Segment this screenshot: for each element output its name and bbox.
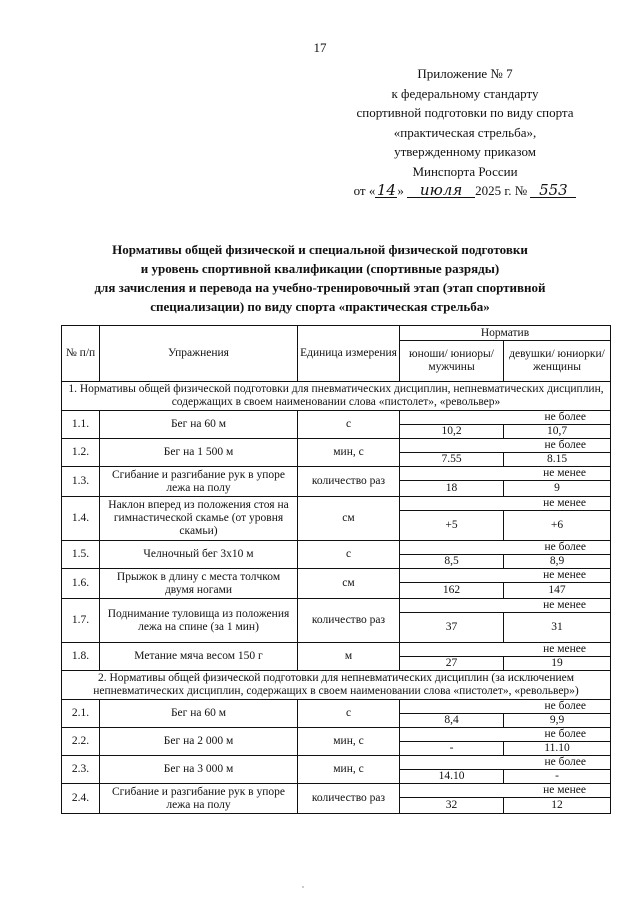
value-boys: 7.55	[400, 453, 504, 467]
table-row	[62, 411, 611, 425]
scan-speck	[302, 886, 304, 888]
section-row	[62, 671, 611, 700]
value-girls: 19	[504, 657, 611, 671]
row-exercise: Поднимание туловища из положения лежа на спине (за 1 мин)	[100, 599, 298, 643]
row-condition: не менее	[400, 569, 611, 583]
row-unit: количество раз	[298, 599, 400, 643]
row-condition: не более	[400, 541, 611, 555]
table-row	[62, 467, 611, 481]
row-exercise: Прыжок в длину с места толчком двумя ногами	[100, 569, 298, 599]
value-girls: 9,9	[504, 714, 611, 728]
table-row	[62, 784, 611, 798]
appendix-line: Приложение № 7	[417, 66, 513, 81]
row-exercise: Челночный бег 3х10 м	[100, 541, 298, 569]
table-row	[62, 700, 611, 714]
row-exercise: Сгибание и разгибание рук в упоре лежа на полу	[100, 467, 298, 497]
value-girls: 8,9	[504, 555, 611, 569]
row-num: 1.7.	[62, 599, 100, 643]
row-exercise: Сгибание и разгибание рук в упоре лежа на полу	[100, 784, 298, 814]
appendix-block	[300, 64, 630, 201]
header-exercise: Упражнения	[100, 326, 298, 382]
row-num: 1.6.	[62, 569, 100, 599]
table-row	[62, 569, 611, 583]
order-year: 2025 г. №	[475, 183, 528, 198]
section-row	[62, 382, 611, 411]
header-norm: Норматив	[400, 326, 611, 341]
title-line: для зачисления и перевода на учебно-тренировочный этап (этап спортивной	[94, 280, 546, 295]
row-condition: не менее	[400, 643, 611, 657]
row-num: 1.8.	[62, 643, 100, 671]
handwritten-month: июля	[407, 183, 475, 198]
value-boys: 27	[400, 657, 504, 671]
header-boys: юноши/ юниоры/ мужчины	[400, 341, 504, 382]
row-unit: с	[298, 700, 400, 728]
value-boys: 162	[400, 583, 504, 599]
row-condition: не менее	[400, 599, 611, 613]
row-num: 1.3.	[62, 467, 100, 497]
title-line: специализации) по виду спорта «практическая стрельба»	[150, 299, 490, 314]
value-boys: 8,5	[400, 555, 504, 569]
value-boys: 10,2	[400, 425, 504, 439]
header-unit: Единица измерения	[298, 326, 400, 382]
header-girls: девушки/ юниорки/ женщины	[504, 341, 611, 382]
row-exercise: Метание мяча весом 150 г	[100, 643, 298, 671]
row-condition: не более	[400, 439, 611, 453]
value-boys: 14.10	[400, 770, 504, 784]
value-girls: 31	[504, 613, 611, 643]
appendix-line: «практическая стрельба»,	[393, 124, 537, 140]
table-header-row	[62, 326, 611, 341]
value-boys: 8,4	[400, 714, 504, 728]
value-girls: 147	[504, 583, 611, 599]
row-num: 2.4.	[62, 784, 100, 814]
row-num: 2.3.	[62, 756, 100, 784]
value-girls: 12	[504, 798, 611, 814]
appendix-line: спортивной подготовки по виду спорта	[356, 105, 574, 120]
title-line: и уровень спортивной квалификации (спортивные разряды)	[140, 261, 500, 276]
row-exercise: Бег на 3 000 м	[100, 756, 298, 784]
row-exercise: Бег на 60 м	[100, 700, 298, 728]
row-num: 2.1.	[62, 700, 100, 728]
row-unit: количество раз	[298, 784, 400, 814]
row-unit: мин, с	[298, 439, 400, 467]
value-girls: +6	[504, 511, 611, 541]
row-condition: не менее	[400, 497, 611, 511]
title-line: Нормативы общей физической и специальной физической подготовки	[112, 242, 528, 257]
row-unit: количество раз	[298, 467, 400, 497]
appendix-line: Минспорта России	[412, 163, 518, 179]
page-number: 17	[313, 40, 327, 55]
order-mid: »	[397, 183, 404, 198]
value-girls: 11.10	[504, 742, 611, 756]
row-unit: мин, с	[298, 728, 400, 756]
handwritten-day: 14	[376, 181, 396, 199]
row-unit: с	[298, 541, 400, 569]
row-condition: не более	[400, 756, 611, 770]
table-row	[62, 756, 611, 770]
value-boys: +5	[400, 511, 504, 541]
row-exercise: Наклон вперед из положения стоя на гимнастической скамье (от уровня скамьи)	[100, 497, 298, 541]
appendix-line: к федеральному стандарту	[391, 85, 539, 101]
table-row	[62, 541, 611, 555]
row-unit: мин, с	[298, 756, 400, 784]
section-title: 2. Нормативы общей физической подготовки для непневматических дисциплин (за исключением непневматических дисциплин, содержащих в своем наименовании слова «пистолет», «револьвер»)	[62, 671, 611, 700]
table-row	[62, 728, 611, 742]
norms-table	[61, 325, 611, 814]
table-row	[62, 643, 611, 657]
row-exercise: Бег на 1 500 м	[100, 439, 298, 467]
row-condition: не более	[400, 700, 611, 714]
value-boys: 37	[400, 613, 504, 643]
value-girls: 9	[504, 481, 611, 497]
document-title	[20, 240, 620, 316]
handwritten-order-number: 553	[530, 183, 576, 198]
row-unit: см	[298, 569, 400, 599]
value-girls: -	[504, 770, 611, 784]
row-exercise: Бег на 2 000 м	[100, 728, 298, 756]
row-condition: не более	[400, 411, 611, 425]
row-num: 1.4.	[62, 497, 100, 541]
row-condition: не менее	[400, 784, 611, 798]
row-num: 1.5.	[62, 541, 100, 569]
header-num: № п/п	[62, 326, 100, 382]
table-row	[62, 497, 611, 511]
row-unit: м	[298, 643, 400, 671]
value-girls: 8.15	[504, 453, 611, 467]
value-girls: 10,7	[504, 425, 611, 439]
section-title: 1. Нормативы общей физической подготовки для пневматических дисциплин, непневматических дисциплин, содержащих в своем наименовании слова «пистолет», «револьвер»	[62, 382, 611, 411]
value-boys: 32	[400, 798, 504, 814]
table-row	[62, 439, 611, 453]
value-boys: -	[400, 742, 504, 756]
order-prefix: от «	[353, 183, 376, 198]
value-boys: 18	[400, 481, 504, 497]
row-unit: см	[298, 497, 400, 541]
table-row	[62, 599, 611, 613]
appendix-line: утвержденному приказом	[394, 144, 536, 159]
row-condition: не более	[400, 728, 611, 742]
row-num: 2.2.	[62, 728, 100, 756]
row-exercise: Бег на 60 м	[100, 411, 298, 439]
row-num: 1.1.	[62, 411, 100, 439]
row-unit: с	[298, 411, 400, 439]
order-date-line	[300, 181, 630, 201]
row-num: 1.2.	[62, 439, 100, 467]
row-condition: не менее	[400, 467, 611, 481]
